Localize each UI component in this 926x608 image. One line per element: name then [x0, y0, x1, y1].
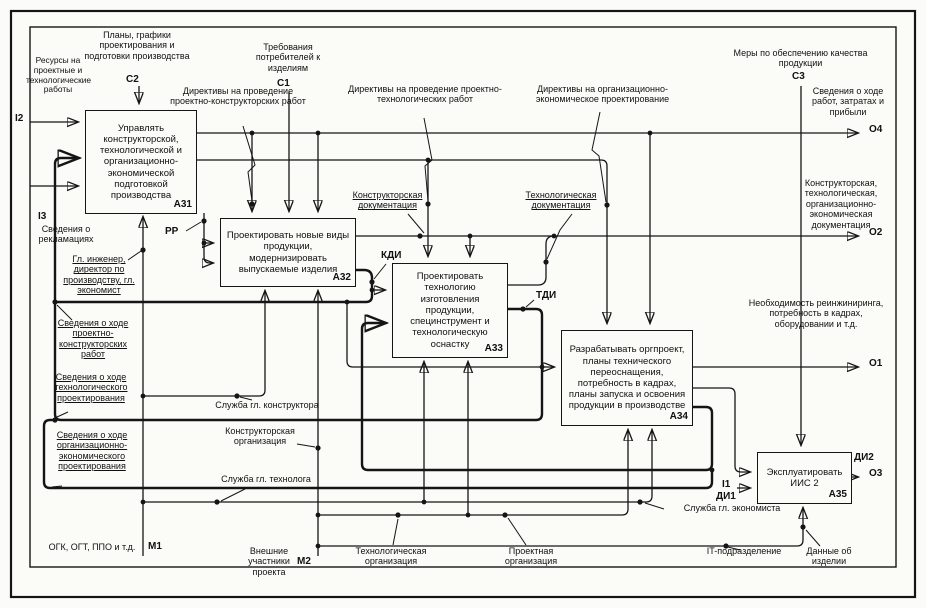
arrow-label-i2: Ресурсы на проектные и технологические работы [26, 55, 92, 95]
arrow-label-svtp: Сведения о ходе технологического проектирования [54, 372, 128, 403]
icom-code-m1: M1 [148, 541, 162, 552]
icom-code-tdi: ТДИ [536, 290, 557, 301]
arrow-label-sluzh_ekon: Служба гл. экономиста [683, 503, 781, 513]
arrow-label-konstr_org: Конструкторская организация [225, 426, 295, 447]
arrow-label-td: Технологическая документация [525, 190, 597, 211]
icom-code-o2: O2 [869, 227, 883, 238]
arrow-label-o4: Сведения о ходе работ, затратах и прибыли [811, 86, 885, 117]
icom-code-o1: O1 [869, 358, 883, 369]
icom-code-rr: РР [165, 226, 179, 237]
icom-code-c1: C1 [277, 78, 290, 89]
arrow-label-c1: Требования потребителей к изделиям [255, 42, 321, 73]
icom-code-i2: I2 [15, 113, 24, 124]
block-a32-code: А32 [332, 272, 351, 284]
arrow-label-dir_pkr: Директивы на проведение проектно-конструкторских работ [170, 86, 306, 107]
block-a33-label: Проектировать технологию изготовления продукции, специнструмент и технологическую оснастку [410, 271, 490, 350]
arrow-label-glavinzh: Гл. инженер, директор по производству, гл. экономист [63, 254, 135, 296]
icom-code-c3: C3 [792, 71, 805, 82]
icom-code-m2: M2 [297, 556, 311, 567]
icom-code-di2: ДИ2 [854, 452, 874, 463]
arrow-label-proekt_org: Проектная организация [504, 546, 558, 567]
block-a33 [392, 263, 508, 358]
arrow-label-dannye: Данные об изделии [806, 546, 852, 567]
block-a34 [561, 330, 693, 426]
icom-code-o4: O4 [869, 124, 883, 135]
arrow-label-c3: Меры по обеспечению качества продукции [733, 48, 868, 69]
block-a34-label: Разрабатывать оргпроект, планы технического переоснащения, потребность в кадрах, планы запуска и освоения продукции в производстве [568, 344, 686, 412]
arrow-label-svpk: Сведения о ходе проектно-конструкторских работ [57, 318, 129, 360]
arrow-label-i3: Сведения о рекламациях [38, 224, 94, 245]
arrow-label-o2: Конструкторская, технологическая, организационно-экономическая документация [804, 178, 878, 230]
block-a35-code: А35 [828, 489, 847, 501]
arrow-label-sluzh_tehn: Служба гл. технолога [221, 474, 311, 484]
arrow-label-it: IT-подразделение [706, 546, 782, 556]
arrow-label-dir_ptr: Директивы на проведение проектно-технологических работ [348, 84, 502, 105]
block-a33-code: А33 [484, 343, 503, 355]
icom-code-di1: ДИ1 [716, 491, 736, 502]
arrow-label-c2: Планы, графики проектирования и подготовки производства [84, 30, 190, 61]
icom-code-i1: I1 [722, 479, 731, 490]
block-a35 [757, 452, 852, 504]
arrow-label-o1: Необходимость реинжиниринга, потребность в кадрах, оборудовании и т.д. [748, 298, 884, 329]
icom-code-c2: C2 [126, 74, 139, 85]
arrow-label-ogk: ОГК, ОГТ, ППО и т.д. [48, 542, 136, 552]
arrow-label-tehn_org: Технологическая организация [355, 546, 427, 567]
arrow-label-dir_oep: Директивы на организационно-экономическое проектирование [535, 84, 670, 105]
block-a31-label: Управлять конструкторской, технологической и организационно-экономической подготовкой производства [100, 122, 182, 201]
arrow-label-kd: Конструкторская документация [352, 190, 423, 211]
block-a32-label: Проектировать новые виды продукции, модернизировать выпускаемые изделия [226, 230, 350, 275]
block-a34-code: А34 [669, 411, 688, 423]
icom-code-o3: O3 [869, 468, 883, 479]
arrow-label-vneshn: Внешние участники проекта [248, 546, 290, 577]
block-a31 [85, 110, 197, 214]
arrow-label-sluzh_konstr: Служба гл. конструктора [215, 400, 319, 410]
icom-code-kdi: КДИ [381, 250, 402, 261]
block-a35-label: Эксплуатировать ИИС 2 [766, 466, 843, 489]
icom-code-i3: I3 [38, 211, 47, 222]
block-a31-code: А31 [173, 199, 192, 211]
block-a32 [220, 218, 356, 287]
arrow-label-svoep: Сведения о ходе организационно-экономического проектирования [56, 430, 128, 472]
